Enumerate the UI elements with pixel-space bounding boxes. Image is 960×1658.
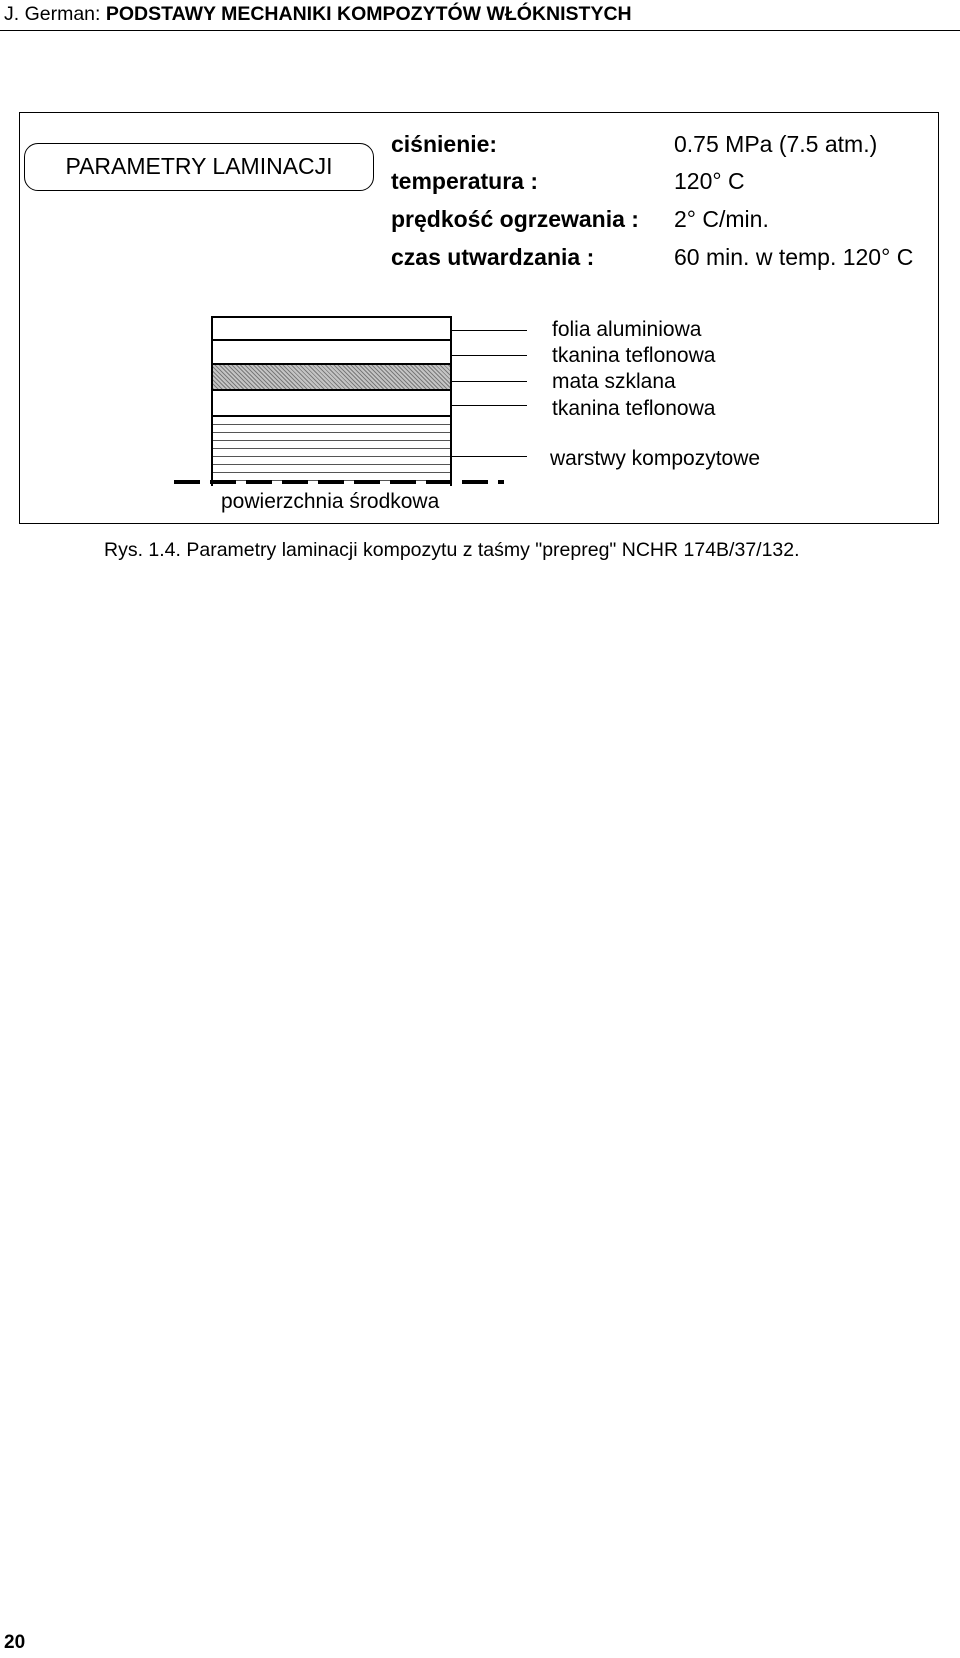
callout-composite-plies: warstwy kompozytowe (550, 447, 761, 470)
callout-teflon-fabric-top: tkanina teflonowa (552, 344, 716, 367)
leader-line-aluminium-foil (452, 330, 527, 331)
callout-teflon-fabric-bottom: tkanina teflonowa (552, 397, 716, 420)
running-header (4, 2, 960, 26)
page-number: 20 (4, 1632, 26, 1653)
leader-line-composite-plies (452, 456, 527, 457)
param-value-curing-time: 60 min. w temp. 120° C (674, 244, 914, 270)
param-label-curing-time: czas utwardzania : (391, 244, 595, 270)
header-rule (0, 30, 960, 31)
laminate-parameters-title-box: PARAMETRY LAMINACJI (24, 143, 374, 191)
layer-teflon-fabric-bottom (211, 391, 452, 417)
callout-aluminium-foil: folia aluminiowa (552, 318, 702, 341)
figure-caption: Rys. 1.4. Parametry laminacji kompozytu z taśmy "prepreg" NCHR 174B/37/132. (104, 539, 800, 561)
param-value-pressure: 0.75 MPa (7.5 atm.) (674, 131, 878, 157)
param-label-pressure: ciśnienie: (391, 131, 498, 157)
callout-glass-mat: mata szklana (552, 370, 676, 393)
layer-composite-plies (211, 417, 452, 486)
midplane-dashed-line (174, 480, 504, 484)
layer-glass-mat (211, 365, 452, 391)
leader-line-glass-mat (452, 381, 527, 382)
midplane-label: powierzchnia środkowa (221, 490, 440, 513)
param-value-temperature: 120° C (674, 168, 745, 194)
layer-teflon-fabric-top (211, 341, 452, 365)
header-book-title: PODSTAWY MECHANIKI KOMPOZYTÓW WŁÓKNISTYCH (105, 3, 632, 25)
param-label-temperature: temperatura : (391, 168, 538, 194)
header-author: J. German: (4, 3, 106, 25)
param-value-heating-rate: 2° C/min. (674, 206, 769, 232)
leader-line-teflon-fabric-bottom (452, 405, 527, 406)
param-label-heating-rate: prędkość ogrzewania : (391, 206, 639, 232)
layer-aluminium-foil (211, 316, 452, 341)
leader-line-teflon-fabric-top (452, 355, 527, 356)
layer-stack-diagram (211, 316, 452, 486)
